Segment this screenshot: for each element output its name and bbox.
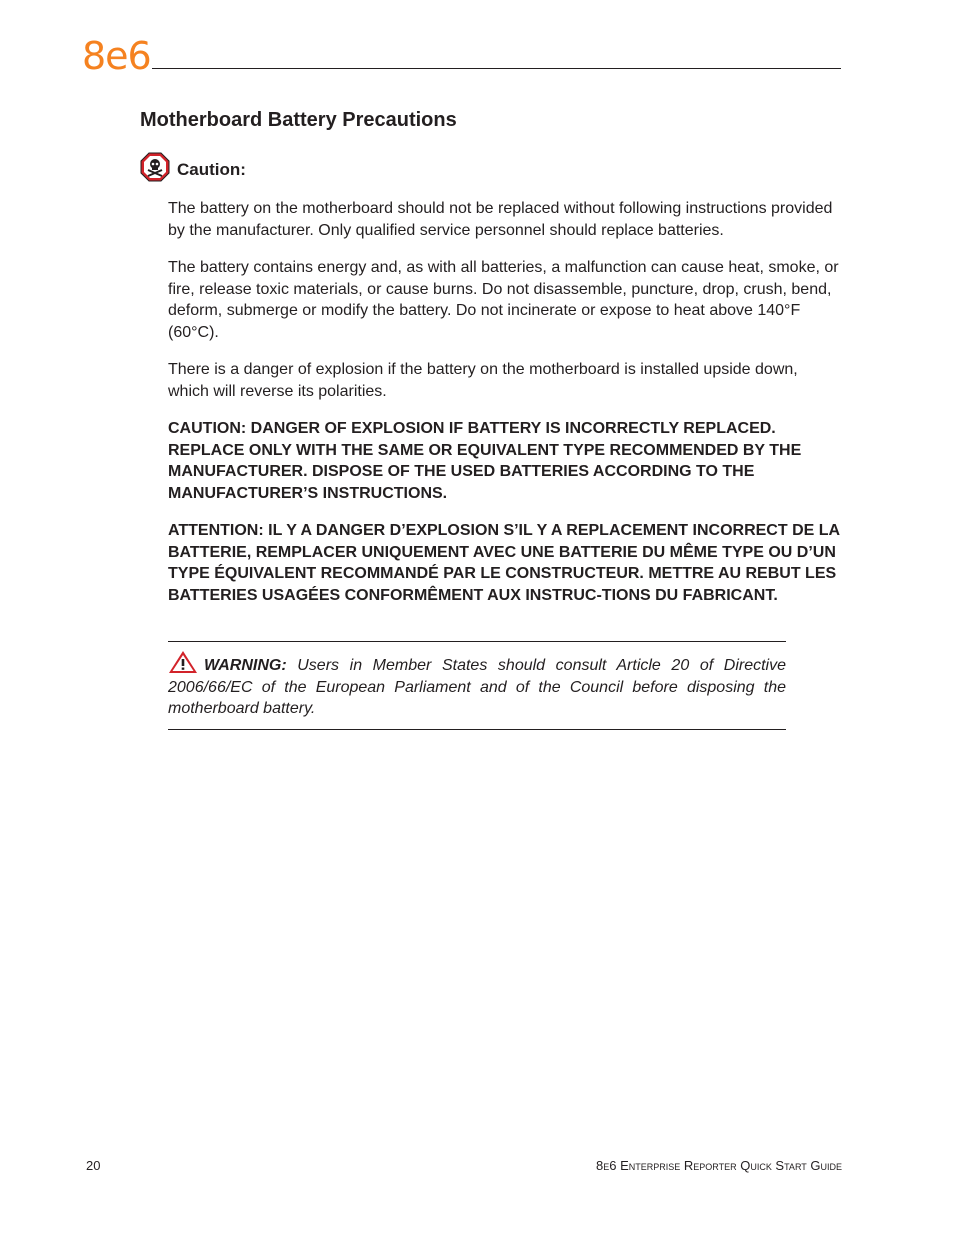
warning-box (168, 641, 786, 730)
warning-label: WARNING: (204, 657, 287, 674)
attention-french-notice: ATTENTION: IL Y A DANGER D’EXPLOSION S’IL Y A REPLACEMENT INCORRECT DE LA BATTERIE, REMPLACER UNIQUEMENT AVEC UNE BATTERIE DU MÊME TYPE OU D’UN TYPE ÉQUIVALENT RECOMMANDÉ PAR LE CONSTRUCTEUR. METTRE AU REBUT LES BATTERIES USAGÉES CONFORMÊMENT AUX INSTRUC-TIONS DU FABRICANT. (168, 522, 840, 604)
skull-crossbones-icon (140, 152, 170, 182)
caution-heading (140, 152, 246, 182)
caution-label: Caution: (177, 160, 246, 179)
caution-uppercase-notice: CAUTION: DANGER OF EXPLOSION IF BATTERY IS INCORRECTLY REPLACED. REPLACE ONLY WITH THE SAME OR EQUIVALENT TYPE RECOMMENDED BY THE MANUFACTURER. DISPOSE OF THE USED BATTERIES ACCORDING TO THE MANUFACTURER’S INSTRUCTIONS. (168, 420, 802, 502)
section-title: Motherboard Battery Precautions (140, 109, 457, 131)
header-divider (152, 68, 841, 69)
paragraph-energy: The battery contains energy and, as with all batteries, a malfunction can cause heat, smoke, or fire, release toxic materials, or cause burns. Do not disassemble, puncture, drop, crush, bend, deform, submerge or modify the battery. Do not incinerate or expose to heat above 140°F (60°C). (168, 259, 839, 341)
caution-body (168, 198, 840, 606)
warning-triangle-icon (168, 650, 198, 674)
footer-doc-title: 8e6 Enterprise Reporter Quick Start Guide (596, 1158, 842, 1173)
page-number: 20 (86, 1158, 101, 1173)
brand-logo: 8e6 (82, 34, 151, 78)
warning-paragraph (168, 650, 786, 720)
warning-text: Users in Member States should consult Article 20 of Directive 2006/66/EC of the European Parliament and of the Council before disposing the motherboard battery. (168, 657, 786, 717)
paragraph-replacement: The battery on the motherboard should not be replaced without following instructions provided by the manufacturer. Only qualified service personnel should replace batteries. (168, 200, 833, 239)
paragraph-polarity: There is a danger of explosion if the battery on the motherboard is installed upside down, which will reverse its polarities. (168, 361, 798, 400)
